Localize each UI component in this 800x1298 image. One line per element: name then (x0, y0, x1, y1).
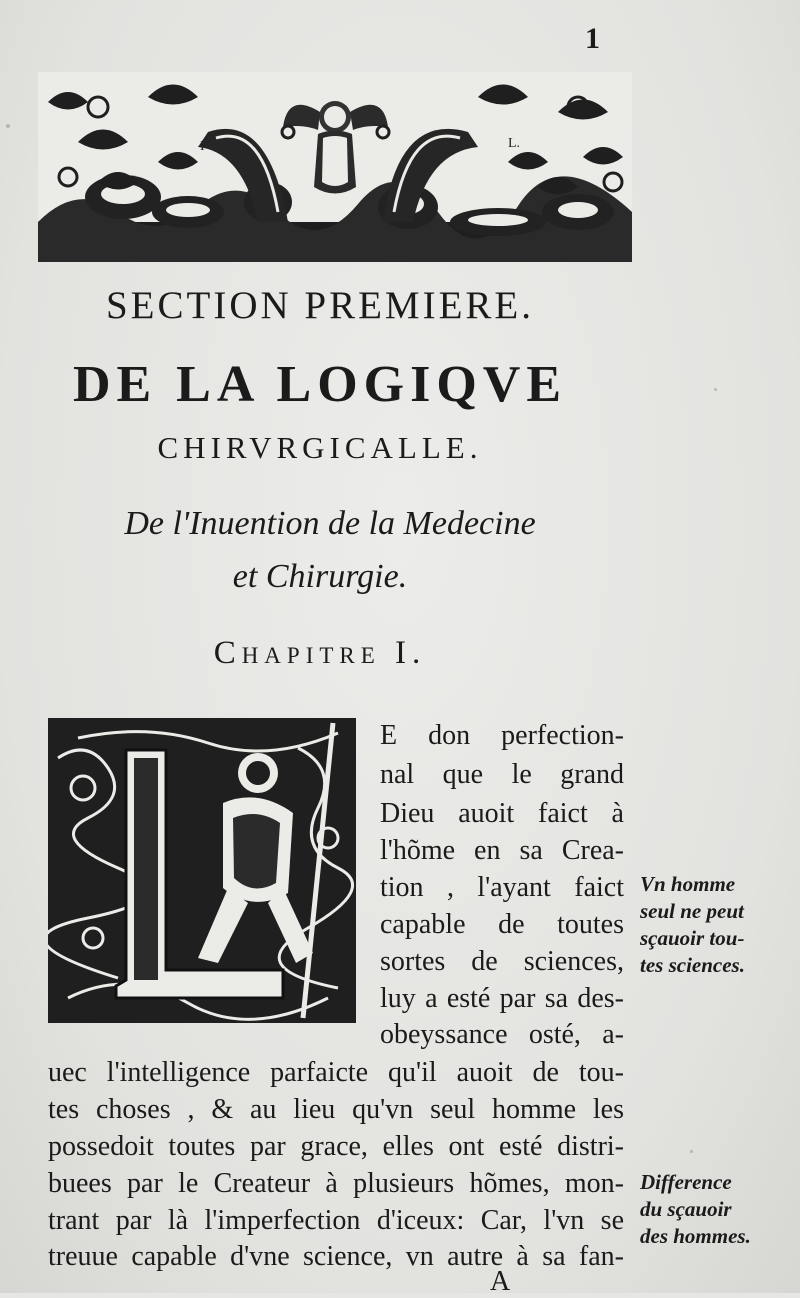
initial-woodcut-icon (48, 718, 356, 1023)
body-line: tion , l'ayant faict (380, 872, 624, 903)
headpiece-woodcut-icon (38, 72, 632, 262)
body-line: sortes de sciences, (380, 946, 624, 977)
headpiece-ornament (38, 72, 632, 262)
paper-speck (690, 1150, 693, 1153)
main-title: DE LA LOGIQVE (72, 356, 568, 413)
body-line: nal que le grand (380, 759, 624, 790)
signature-mark: A (490, 1266, 511, 1297)
body-line: trant par là l'imperfection d'iceux: Car, l'vn se (48, 1205, 624, 1236)
body-line: E don perfection- (380, 720, 624, 751)
chapter-heading: Chapitre I. (213, 635, 427, 671)
main-title-continued: CHIRVRGICALLE. (157, 430, 483, 465)
margin-note-line: des hommes. (640, 1224, 751, 1248)
body-line: capable de toutes (380, 909, 624, 940)
page-number: 1 (585, 22, 600, 55)
margin-note-line: seul ne peut (640, 899, 744, 923)
decorated-initial (48, 718, 356, 1023)
body-line: tes choses , & au lieu qu'vn seul homme les (48, 1094, 624, 1125)
paper-speck (6, 124, 10, 128)
paper-speck (714, 388, 717, 391)
margin-note-line: Difference (640, 1170, 732, 1194)
margin-note-line: Vn homme (640, 872, 736, 896)
body-line: luy a esté par sa des- (380, 983, 624, 1014)
body-line: treuue capable d'vne science, vn autre à sa fan- (48, 1241, 624, 1272)
chapter-subtitle-continued: et Chirurgie. (232, 558, 408, 595)
margin-note-line: sçauoir tou- (640, 926, 745, 950)
body-line: uec l'intelligence parfaicte qu'il auoit de tou- (48, 1057, 624, 1088)
headpiece-label: I (200, 139, 205, 154)
chapter-subtitle: De l'Inuention de la Medecine (124, 505, 536, 542)
margin-note-line: du sçauoir (640, 1197, 732, 1221)
body-line: possedoit toutes par grace, elles ont esté distri- (48, 1131, 624, 1162)
body-line: obeyssance osté, a- (380, 1019, 624, 1050)
body-line: buees par le Createur à plusieurs hõmes, mon- (48, 1168, 624, 1199)
margin-note-line: tes sciences. (640, 953, 745, 977)
body-line: l'hõme en sa Crea- (380, 835, 624, 866)
body-line: Dieu auoit faict à (380, 798, 624, 829)
headpiece-label: L. (508, 136, 521, 151)
section-title: SECTION PREMIERE. (105, 284, 534, 327)
